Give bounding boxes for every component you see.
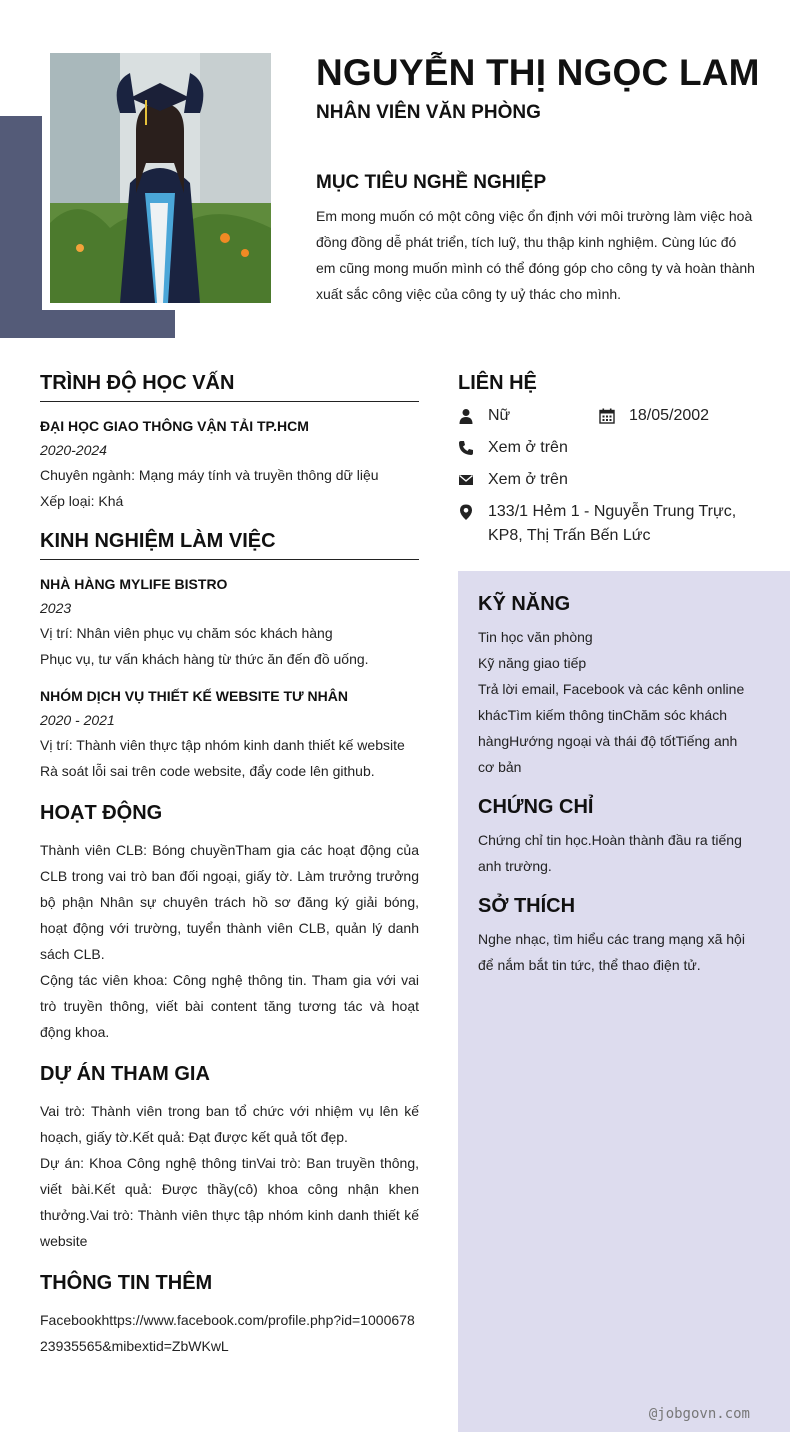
- experience-period: 2020 - 2021: [40, 712, 115, 728]
- hobbies-text: Nghe nhạc, tìm hiểu các trang mạng xã hội để nắm bắt tin tức, thể thao điện tử.: [478, 931, 745, 973]
- location-pin-icon: [458, 504, 474, 520]
- education-grade: Xếp loại: Khá: [40, 493, 124, 509]
- hobbies-title: SỞ THÍCH: [478, 895, 576, 917]
- experience-company: NHÀ HÀNG MYLIFE BISTRO: [40, 576, 228, 592]
- contact-email-value: Xem ở trên: [488, 471, 568, 488]
- calendar-icon: [599, 408, 615, 424]
- contact-gender-value: Nữ: [488, 407, 511, 424]
- skills-title: KỸ NĂNG: [478, 593, 571, 615]
- right-panel: [458, 571, 790, 1432]
- experience-company: NHÓM DỊCH VỤ THIẾT KẾ WEBSITE TƯ NHÂN: [40, 688, 348, 704]
- watermark: @jobgovn.com: [648, 1406, 750, 1422]
- contact-address-line2: KP8, Thị Trấn Bến Lức: [488, 527, 651, 544]
- experience-item: [40, 684, 419, 784]
- person-icon: [458, 408, 474, 424]
- certificates-title: CHỨNG CHỈ: [478, 796, 594, 818]
- experience-title: KINH NGHIỆM LÀM VIỆC: [40, 530, 419, 560]
- experience-period: 2023: [40, 600, 72, 616]
- contact-phone-value: Xem ở trên: [488, 439, 568, 456]
- objective-title: MỤC TIÊU NGHỀ NGHIỆP: [316, 172, 547, 193]
- left-column: [40, 372, 419, 1359]
- education-major: Chuyên ngành: Mạng máy tính và truyền thông dữ liệu: [40, 467, 379, 483]
- skill-item: Tin học văn phòng: [478, 629, 593, 645]
- skill-item: Kỹ năng giao tiếp: [478, 655, 587, 671]
- contact-address-line1: 133/1 Hẻm 1 - Nguyễn Trung Trực,: [488, 503, 737, 520]
- decorative-side-bar: [0, 116, 42, 338]
- experience-item: [40, 572, 419, 672]
- candidate-role: NHÂN VIÊN VĂN PHÒNG: [316, 102, 541, 123]
- experience-position: Vị trí: Thành viên thực tập nhóm kinh danh thiết kế website: [40, 737, 405, 753]
- mail-icon: [458, 472, 474, 488]
- activities-title: HOẠT ĐỘNG: [40, 802, 163, 824]
- activities-paragraph: Thành viên CLB: Bóng chuyềnTham gia các hoạt động của CLB trong vai trò ban đối ngoại, giấy tờ. Làm trưởng trưởng bộ phận Nhân sự chuyên trách hồ sơ đăng ký giải bóng, hoạt động với trường, tuyển thành viên CLB, quản lý danh sách CLB.: [40, 842, 419, 962]
- decorative-bottom-bar: [0, 310, 175, 338]
- projects-paragraph: Vai trò: Thành viên trong ban tổ chức với nhiệm vụ lên kế hoạch, giấy tờ.Kết quả: Đạt được kết quả tốt đẹp.: [40, 1103, 419, 1145]
- certificates-text: Chứng chỉ tin học.Hoàn thành đầu ra tiếng anh trường.: [478, 832, 742, 874]
- experience-description: Rà soát lỗi sai trên code website, đẩy code lên github.: [40, 763, 375, 779]
- experience-position: Vị trí: Nhân viên phục vụ chăm sóc khách hàng: [40, 625, 333, 641]
- contact-title: LIÊN HỆ: [458, 372, 537, 394]
- profile-photo: [50, 53, 271, 303]
- facebook-link[interactable]: Facebookhttps://www.facebook.com/profile.php?id=100067823935565&mibextid=ZbWKwL: [40, 1312, 415, 1354]
- objective-text: Em mong muốn có một công việc ổn định với môi trường làm việc hoà đồng đồng dễ phát triển, tích luỹ, thu thập kinh nghiệm. Cùng lúc đó em cũng mong muốn mình có thể đóng góp cho công ty và hoàn thành xuất sắc công việc của công ty uỷ thác cho mình.: [316, 208, 755, 302]
- contact-dob-value: 18/05/2002: [629, 407, 710, 424]
- education-school: ĐẠI HỌC GIAO THÔNG VẬN TẢI TP.HCM: [40, 418, 309, 434]
- candidate-name: NGUYỄN THỊ NGỌC LAM: [316, 52, 760, 93]
- experience-description: Phục vụ, tư vấn khách hàng từ thức ăn đến đồ uống.: [40, 651, 369, 667]
- phone-icon: [458, 440, 474, 456]
- education-period: 2020-2024: [40, 442, 107, 458]
- projects-paragraph: Dự án: Khoa Công nghệ thông tinVai trò: Ban truyền thông, viết bài.Kết quả: Được thầy(cô) khoa công nhận khen thưởng.Vai trò: Thành viên thực tập nhóm kinh danh thiết kế website: [40, 1155, 419, 1249]
- projects-title: DỰ ÁN THAM GIA: [40, 1063, 210, 1085]
- additional-info-title: THÔNG TIN THÊM: [40, 1272, 213, 1294]
- activities-paragraph: Cộng tác viên khoa: Công nghệ thông tin. Tham gia với vai trò truyền thông, viết bài content tăng tương tác và hoạt động khoa.: [40, 972, 419, 1040]
- skill-item: Trả lời email, Facebook và các kênh online khácTìm kiếm thông tinChăm sóc khách hàngHướng ngoại và thái độ tốtTiếng anh cơ bản: [478, 681, 745, 775]
- education-title: TRÌNH ĐỘ HỌC VẤN: [40, 372, 419, 402]
